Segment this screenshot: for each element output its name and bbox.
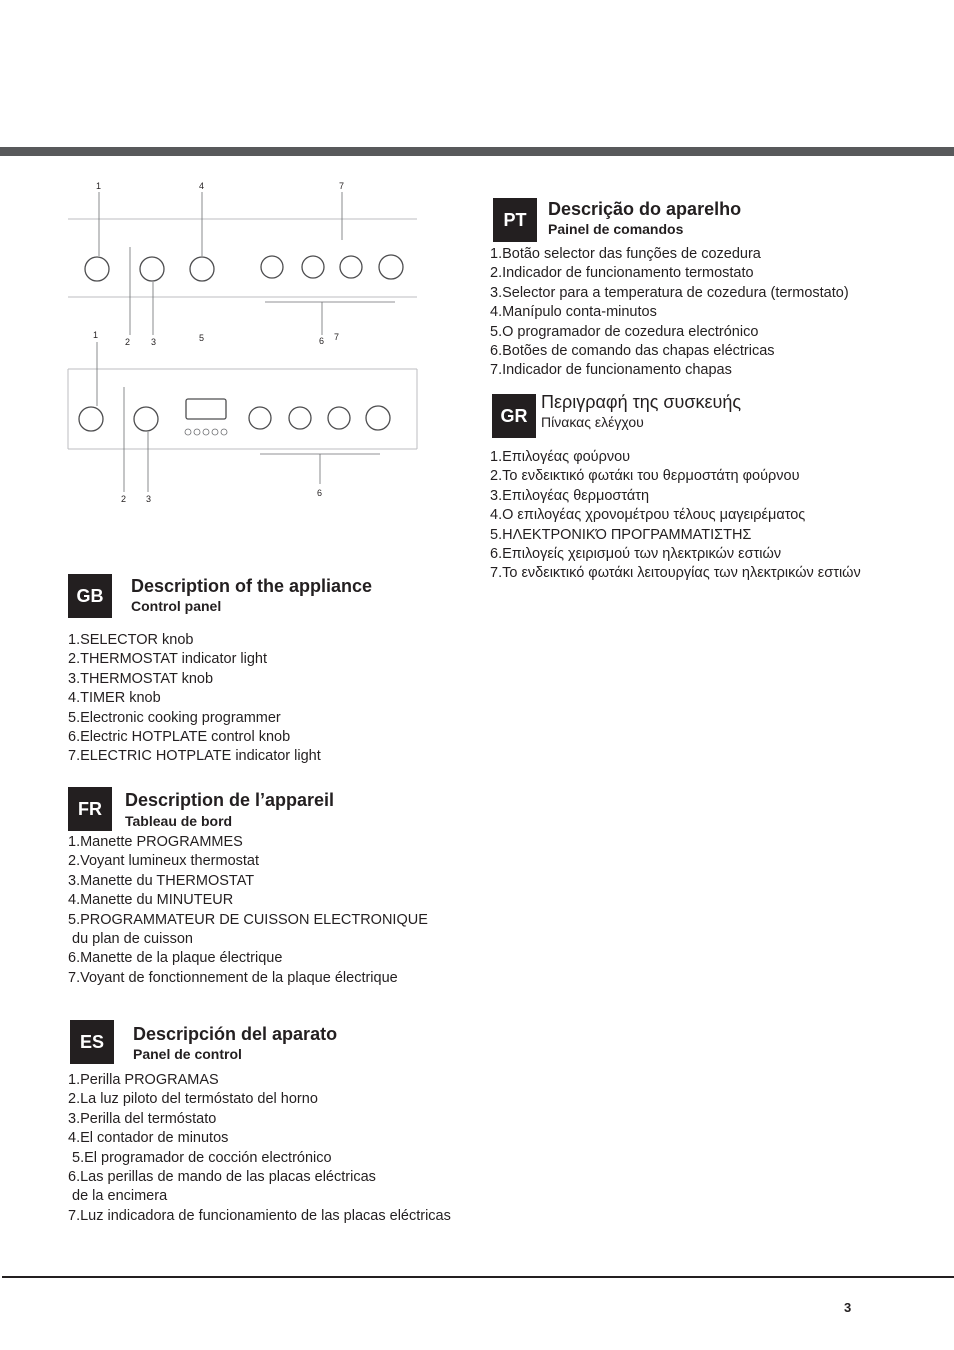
list-item: 6.Επιλογείς χειρισμού των ηλεκτρικών εστιών — [490, 545, 782, 562]
lower-hotplate-knob-3 — [328, 407, 350, 429]
upper-thermostat-knob — [140, 257, 164, 281]
list-item: 5.PROGRAMMATEUR DE CUISSON ELECTRONIQUE — [68, 911, 428, 928]
list-item: 4.Manette du MINUTEUR — [68, 892, 234, 909]
programmer-button-2 — [194, 429, 200, 435]
fr-item-list — [68, 833, 428, 988]
programmer-button-1 — [185, 429, 191, 435]
list-item: 5.ΗΛΕΚΤΡΟΝΙΚΌ ΠΡΟΓΡΑΜΜΑΤΙΣΤΗΣ — [490, 526, 752, 543]
control-panel-diagram — [60, 172, 430, 512]
list-item: 3.THERMOSTAT knob — [68, 670, 214, 687]
list-item: 4.Manípulo conta-minutos — [490, 304, 657, 321]
list-item: 1.Botão selector das funções de cozedura — [490, 246, 761, 262]
list-item: de la encimera — [68, 1188, 168, 1205]
diagram-label-bottom-3: 3 — [146, 494, 152, 504]
pt-item-list — [490, 245, 849, 381]
diagram-label-mid-2: 2 — [125, 337, 131, 347]
upper-hotplate-knob-4 — [379, 255, 403, 279]
list-item: 3.Selector para a temperatura de cozedura (termostato) — [490, 284, 849, 301]
es-language-badge: ES — [70, 1020, 114, 1064]
diagram-label-top-4: 4 — [199, 181, 205, 191]
gr-section-subtitle: Πίνακας ελέγχου — [541, 414, 644, 430]
diagram-label-top-7: 7 — [339, 181, 345, 191]
diagram-label-mid-5: 5 — [199, 333, 205, 343]
lower-selector-knob — [79, 407, 103, 431]
gb-section-title: Description of the appliance — [131, 576, 373, 596]
lower-programmer-display — [186, 399, 226, 419]
lower-hotplate-knob-4 — [366, 406, 390, 430]
list-item: 3.Manette du THERMOSTAT — [68, 872, 255, 889]
upper-hotplate-knob-1 — [261, 256, 283, 278]
list-item: 1.Perilla PROGRAMAS — [68, 1072, 219, 1088]
list-item: 7.Voyant de fonctionnement de la plaque électrique — [68, 969, 398, 986]
list-item: 2.La luz piloto del termóstato del horno — [68, 1091, 318, 1108]
page-number: 3 — [844, 1300, 852, 1315]
programmer-button-4 — [212, 429, 218, 435]
list-item: 7.Indicador de funcionamento chapas — [490, 362, 732, 379]
diagram-label-bottom-2: 2 — [121, 494, 127, 504]
upper-hotplate-knob-2 — [302, 256, 324, 278]
diagram-label-top-1: 1 — [96, 181, 102, 191]
diagram-label-mid-6: 6 — [319, 336, 325, 346]
list-item: 4.Ο επιλογέας χρονομέτρου τέλους μαγειρέματος — [490, 507, 806, 524]
lower-hotplate-knob-2 — [289, 407, 311, 429]
list-item: 4.El contador de minutos — [68, 1130, 229, 1147]
list-item: 1.Επιλογέας φούρνου — [490, 449, 631, 465]
diagram-label-mid-1: 1 — [93, 330, 99, 340]
programmer-button-5 — [221, 429, 227, 435]
list-item: 1.SELECTOR knob — [68, 632, 194, 648]
header-bar — [0, 147, 954, 156]
programmer-button-3 — [203, 429, 209, 435]
pt-section-subtitle: Painel de comandos — [548, 221, 684, 237]
list-item: 7.Luz indicadora de funcionamiento de las placas eléctricas — [68, 1207, 451, 1224]
diagram-label-bottom-6: 6 — [317, 488, 323, 498]
fr-section-title: Description de l’appareil — [125, 790, 335, 810]
list-item: 6.Botões de comando das chapas eléctricas — [490, 342, 775, 359]
pt-language-badge: PT — [493, 198, 537, 242]
gb-section-subtitle: Control panel — [131, 598, 222, 614]
fr-section-subtitle: Tableau de bord — [125, 813, 233, 829]
list-item: 3.Perilla del termóstato — [68, 1110, 217, 1127]
lower-hotplate-knob-1 — [249, 407, 271, 429]
list-item: 2.Indicador de funcionamento termostato — [490, 265, 754, 282]
list-item: 2.Το ενδεικτικό φωτάκι του θερμοστάτη φούρνου — [490, 468, 800, 485]
upper-timer-knob — [190, 257, 214, 281]
gr-section-title: Περιγραφή της συσκευής — [541, 392, 742, 412]
footer-rule — [2, 1276, 954, 1278]
lower-thermostat-knob — [134, 407, 158, 431]
upper-selector-knob — [85, 257, 109, 281]
list-item: 5.Electronic cooking programmer — [68, 709, 281, 726]
list-item: 6.Electric HOTPLATE control knob — [68, 728, 291, 745]
list-item: 6.Las perillas de mando de las placas eléctricas — [68, 1168, 376, 1185]
list-item: 5.El programador de cocción electrónico — [68, 1149, 332, 1166]
es-section-subtitle: Panel de control — [133, 1046, 242, 1062]
diagram-label-mid-7: 7 — [334, 332, 340, 342]
list-item: 2.THERMOSTAT indicator light — [68, 651, 268, 668]
fr-language-badge: FR — [68, 787, 112, 831]
list-item: 3.Επιλογέας θερμοστάτη — [490, 487, 650, 504]
list-item: 4.TIMER knob — [68, 690, 161, 707]
gr-language-badge: GR — [492, 394, 536, 438]
gr-item-list — [490, 448, 861, 584]
es-item-list — [68, 1071, 451, 1226]
list-item: du plan de cuisson — [68, 930, 193, 947]
list-item: 6.Manette de la plaque électrique — [68, 950, 283, 967]
pt-section-title: Descrição do aparelho — [548, 199, 742, 219]
diagram-label-mid-3: 3 — [151, 337, 157, 347]
list-item: 1.Manette PROGRAMMES — [68, 834, 243, 850]
gb-item-list — [68, 631, 321, 767]
upper-hotplate-knob-3 — [340, 256, 362, 278]
es-section-title: Descripción del aparato — [133, 1024, 338, 1044]
list-item: 7.Το ενδεικτικό φωτάκι λειτουργίας των ηλεκτρικών εστιών — [490, 565, 861, 582]
gb-language-badge: GB — [68, 574, 112, 618]
list-item: 2.Voyant lumineux thermostat — [68, 853, 260, 870]
list-item: 7.ELECTRIC HOTPLATE indicator light — [68, 748, 321, 765]
list-item: 5.O programador de cozedura electrónico — [490, 323, 759, 340]
